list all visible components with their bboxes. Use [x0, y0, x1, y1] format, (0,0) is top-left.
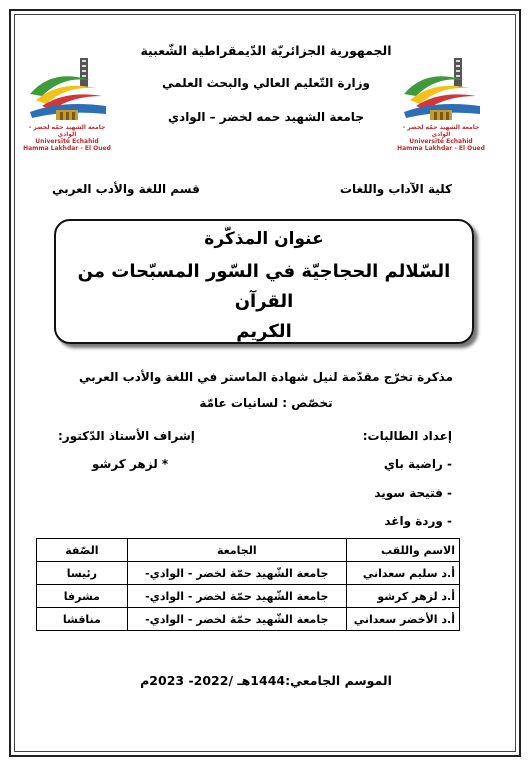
table-row	[37, 562, 460, 585]
jury-header-name: الاسم واللقب	[346, 539, 459, 562]
student-name: - راضية باي	[383, 457, 452, 471]
jury-member-role: مناقشا	[37, 608, 128, 631]
degree-statement: مذكرة تخرّج مقدّمة لنيل شهادة الماستر في اللغة والأدب العربي	[78, 370, 454, 384]
jury-member-name: أ.د سليم سعداني	[346, 562, 459, 585]
student-name: - فتيحة سويد	[374, 486, 452, 500]
supervisor-label: إشراف الأستاذ الدّكتور:	[58, 429, 195, 443]
jury-member-name: أ.د الأخضر سعداني	[346, 608, 459, 631]
academic-year: الموسم الجامعي:1444هـ /2022- 2023م	[140, 673, 392, 688]
logo-caption-fr: Université Echahid Hamma Lakhdar - El Oued	[397, 138, 485, 152]
jury-header-university: الجامعة	[127, 539, 346, 562]
jury-member-role: مشرفا	[37, 585, 128, 608]
university-logo-icon	[396, 54, 486, 124]
thesis-title-line-2: الكريم	[236, 321, 292, 342]
jury-member-university: جامعة الشّهيد حمّة لخضر - الوادي-	[127, 608, 346, 631]
table-row	[37, 608, 460, 631]
specialty: تخصّص : لسانيات عامّة	[199, 396, 333, 410]
jury-header-role: الصّفة	[37, 539, 128, 562]
university-logo-right	[396, 54, 486, 152]
logo-caption-fr: Université Echahid Hamma Lakhdar - El Oued	[23, 138, 111, 152]
students-label: إعداد الطالبات:	[362, 429, 452, 443]
jury-table-header	[37, 539, 460, 562]
jury-member-role: رئيسا	[37, 562, 128, 585]
department-name: قسم اللغة والأدب العربي	[52, 182, 200, 196]
supervisor-name: * لزهر كرشو	[92, 457, 169, 471]
thesis-title-line-1: السّلالم الحجاجيّة في السّور المسبّحات من القرآن	[77, 261, 451, 312]
logo-caption-ar: جامعة الشهيد حمّه لخضر - الوادي	[28, 124, 106, 138]
republic-title: الجمهورية الجزائريّة الدّيمقراطية الشّعبية	[140, 43, 392, 58]
university-title: جامعة الشهيد حمه لخضر – الوادي	[168, 110, 364, 124]
table-row	[37, 585, 460, 608]
university-logo-icon	[22, 54, 112, 124]
thesis-title-box	[54, 219, 474, 344]
student-name: - وردة واغد	[384, 514, 452, 528]
jury-member-university: جامعة الشّهيد حمّة لخضر - الوادي-	[127, 585, 346, 608]
jury-table	[36, 538, 460, 631]
jury-member-university: جامعة الشّهيد حمّة لخضر - الوادي-	[127, 562, 346, 585]
university-logo-left	[22, 54, 112, 152]
jury-member-name: أ.د لزهر كرشو	[346, 585, 459, 608]
thesis-title	[56, 257, 472, 347]
logo-caption-ar: جامعة الشهيد حمّه لخضر - الوادي	[402, 124, 480, 138]
ministry-title: وزارة التّعليم العالي والبحث العلمي	[161, 76, 371, 90]
faculty-name: كلية الآداب واللغات	[339, 182, 452, 196]
thesis-heading: عنوان المذكّرة	[204, 229, 324, 249]
